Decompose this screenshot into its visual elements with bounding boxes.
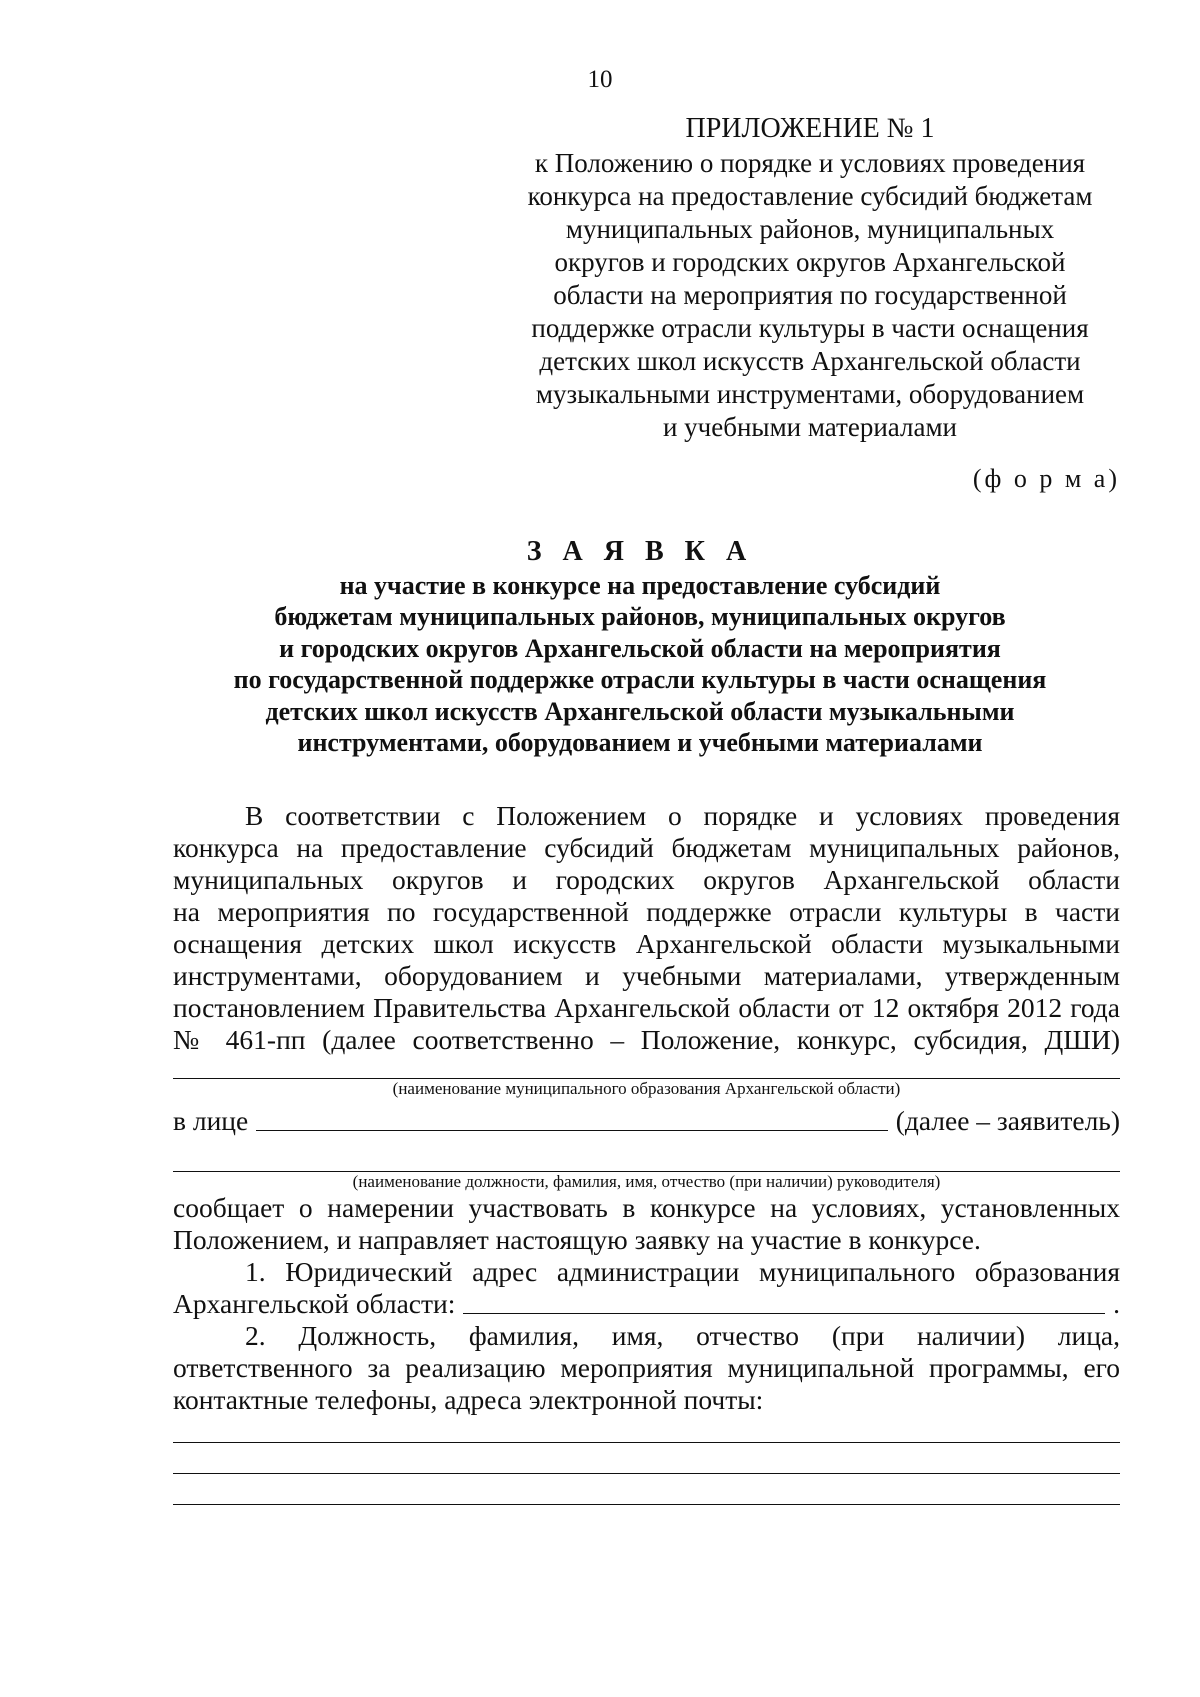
contact-field-line[interactable] bbox=[173, 1504, 1120, 1505]
appendix-line: музыкальными инструментами, оборудованием bbox=[535, 379, 1085, 409]
appendix-line: области на мероприятия по государственной bbox=[553, 280, 1067, 310]
intro-line: В соответствии с Положением о порядке и условиях проведения bbox=[245, 800, 1120, 831]
representative-row bbox=[173, 1105, 1120, 1137]
heading-line: и городских округов Архангельской области на мероприятия bbox=[279, 633, 1001, 663]
intro-line: оснащения детских школ искусств Архангельской области музыкальными bbox=[173, 928, 1120, 959]
head-caption: (наименование должности, фамилия, имя, отчество (при наличии) руководителя) bbox=[352, 1172, 941, 1191]
appendix-line: округов и городских округов Архангельской bbox=[554, 247, 1066, 277]
heading-line: по государственной поддержке отрасли культуры в части оснащения bbox=[233, 665, 1047, 694]
intro-line: № 461-пп (далее соответственно – Положение, конкурс, субсидия, ДШИ) bbox=[173, 1024, 1120, 1055]
item2-line: контактные телефоны, адреса электронной почты: bbox=[173, 1384, 764, 1415]
applicant-label: (далее – заявитель) bbox=[895, 1105, 1120, 1136]
heading-line: на участие в конкурсе на предоставление субсидий bbox=[339, 570, 941, 600]
appendix-line: к Положению о порядке и условиях проведения bbox=[534, 148, 1086, 178]
page-number: 10 bbox=[587, 66, 613, 93]
appendix-title: ПРИЛОЖЕНИЕ № 1 bbox=[685, 113, 935, 144]
item1-label: Архангельской области: bbox=[173, 1288, 456, 1319]
appendix-line: поддержке отрасли культуры в части оснащения bbox=[531, 313, 1089, 343]
item2-line: 2. Должность, фамилия, имя, отчество (при наличии) лица, bbox=[245, 1320, 1120, 1351]
appendix-line: и учебными материалами bbox=[662, 412, 957, 442]
intro-line: постановлением Правительства Архангельской области от 12 октября 2012 года bbox=[173, 992, 1120, 1023]
intro-line: на мероприятия по государственной поддержке отрасли культуры в части bbox=[173, 896, 1120, 927]
legal-address-field[interactable] bbox=[463, 1313, 1105, 1314]
appendix-header bbox=[510, 112, 1110, 444]
heading-line: бюджетам муниципальных районов, муниципальных округов bbox=[274, 602, 1006, 631]
heading-line: инструментами, оборудованием и учебными материалами bbox=[297, 728, 983, 757]
representative-field[interactable] bbox=[256, 1130, 887, 1131]
municipality-caption: (наименование муниципального образования Архангельской области) bbox=[392, 1079, 901, 1098]
heading-line: детских школ искусств Архангельской области музыкальными bbox=[265, 696, 1015, 726]
application-body bbox=[173, 800, 1120, 1505]
appendix-line: муниципальных районов, муниципальных bbox=[565, 214, 1055, 244]
appendix-line: конкурса на предоставление субсидий бюджетам bbox=[527, 181, 1093, 211]
form-note: (ф о р м а) bbox=[972, 464, 1120, 493]
item2-line: ответственного за реализацию мероприятия муниципальной программы, его bbox=[173, 1352, 1120, 1383]
intro-line: инструментами, оборудованием и учебными материалами, утвержденным bbox=[173, 960, 1120, 991]
item1-end: . bbox=[1113, 1288, 1120, 1319]
application-heading bbox=[160, 536, 1120, 759]
application-title: З А Я В К А bbox=[526, 536, 754, 567]
item1-address-row bbox=[173, 1288, 1120, 1320]
in-person-label: в лице bbox=[173, 1105, 249, 1136]
intro-line: конкурса на предоставление субсидий бюджетам муниципальных районов, bbox=[173, 832, 1120, 863]
statement-line: сообщает о намерении участвовать в конкурсе на условиях, установленных bbox=[173, 1192, 1120, 1223]
intro-line: муниципальных округов и городских округов Архангельской области bbox=[173, 864, 1120, 895]
item1-line: 1. Юридический адрес администрации муниципального образования bbox=[245, 1256, 1120, 1287]
statement-line: Положением, и направляет настоящую заявку на участие в конкурсе. bbox=[173, 1224, 981, 1255]
appendix-line: детских школ искусств Архангельской области bbox=[539, 346, 1081, 376]
